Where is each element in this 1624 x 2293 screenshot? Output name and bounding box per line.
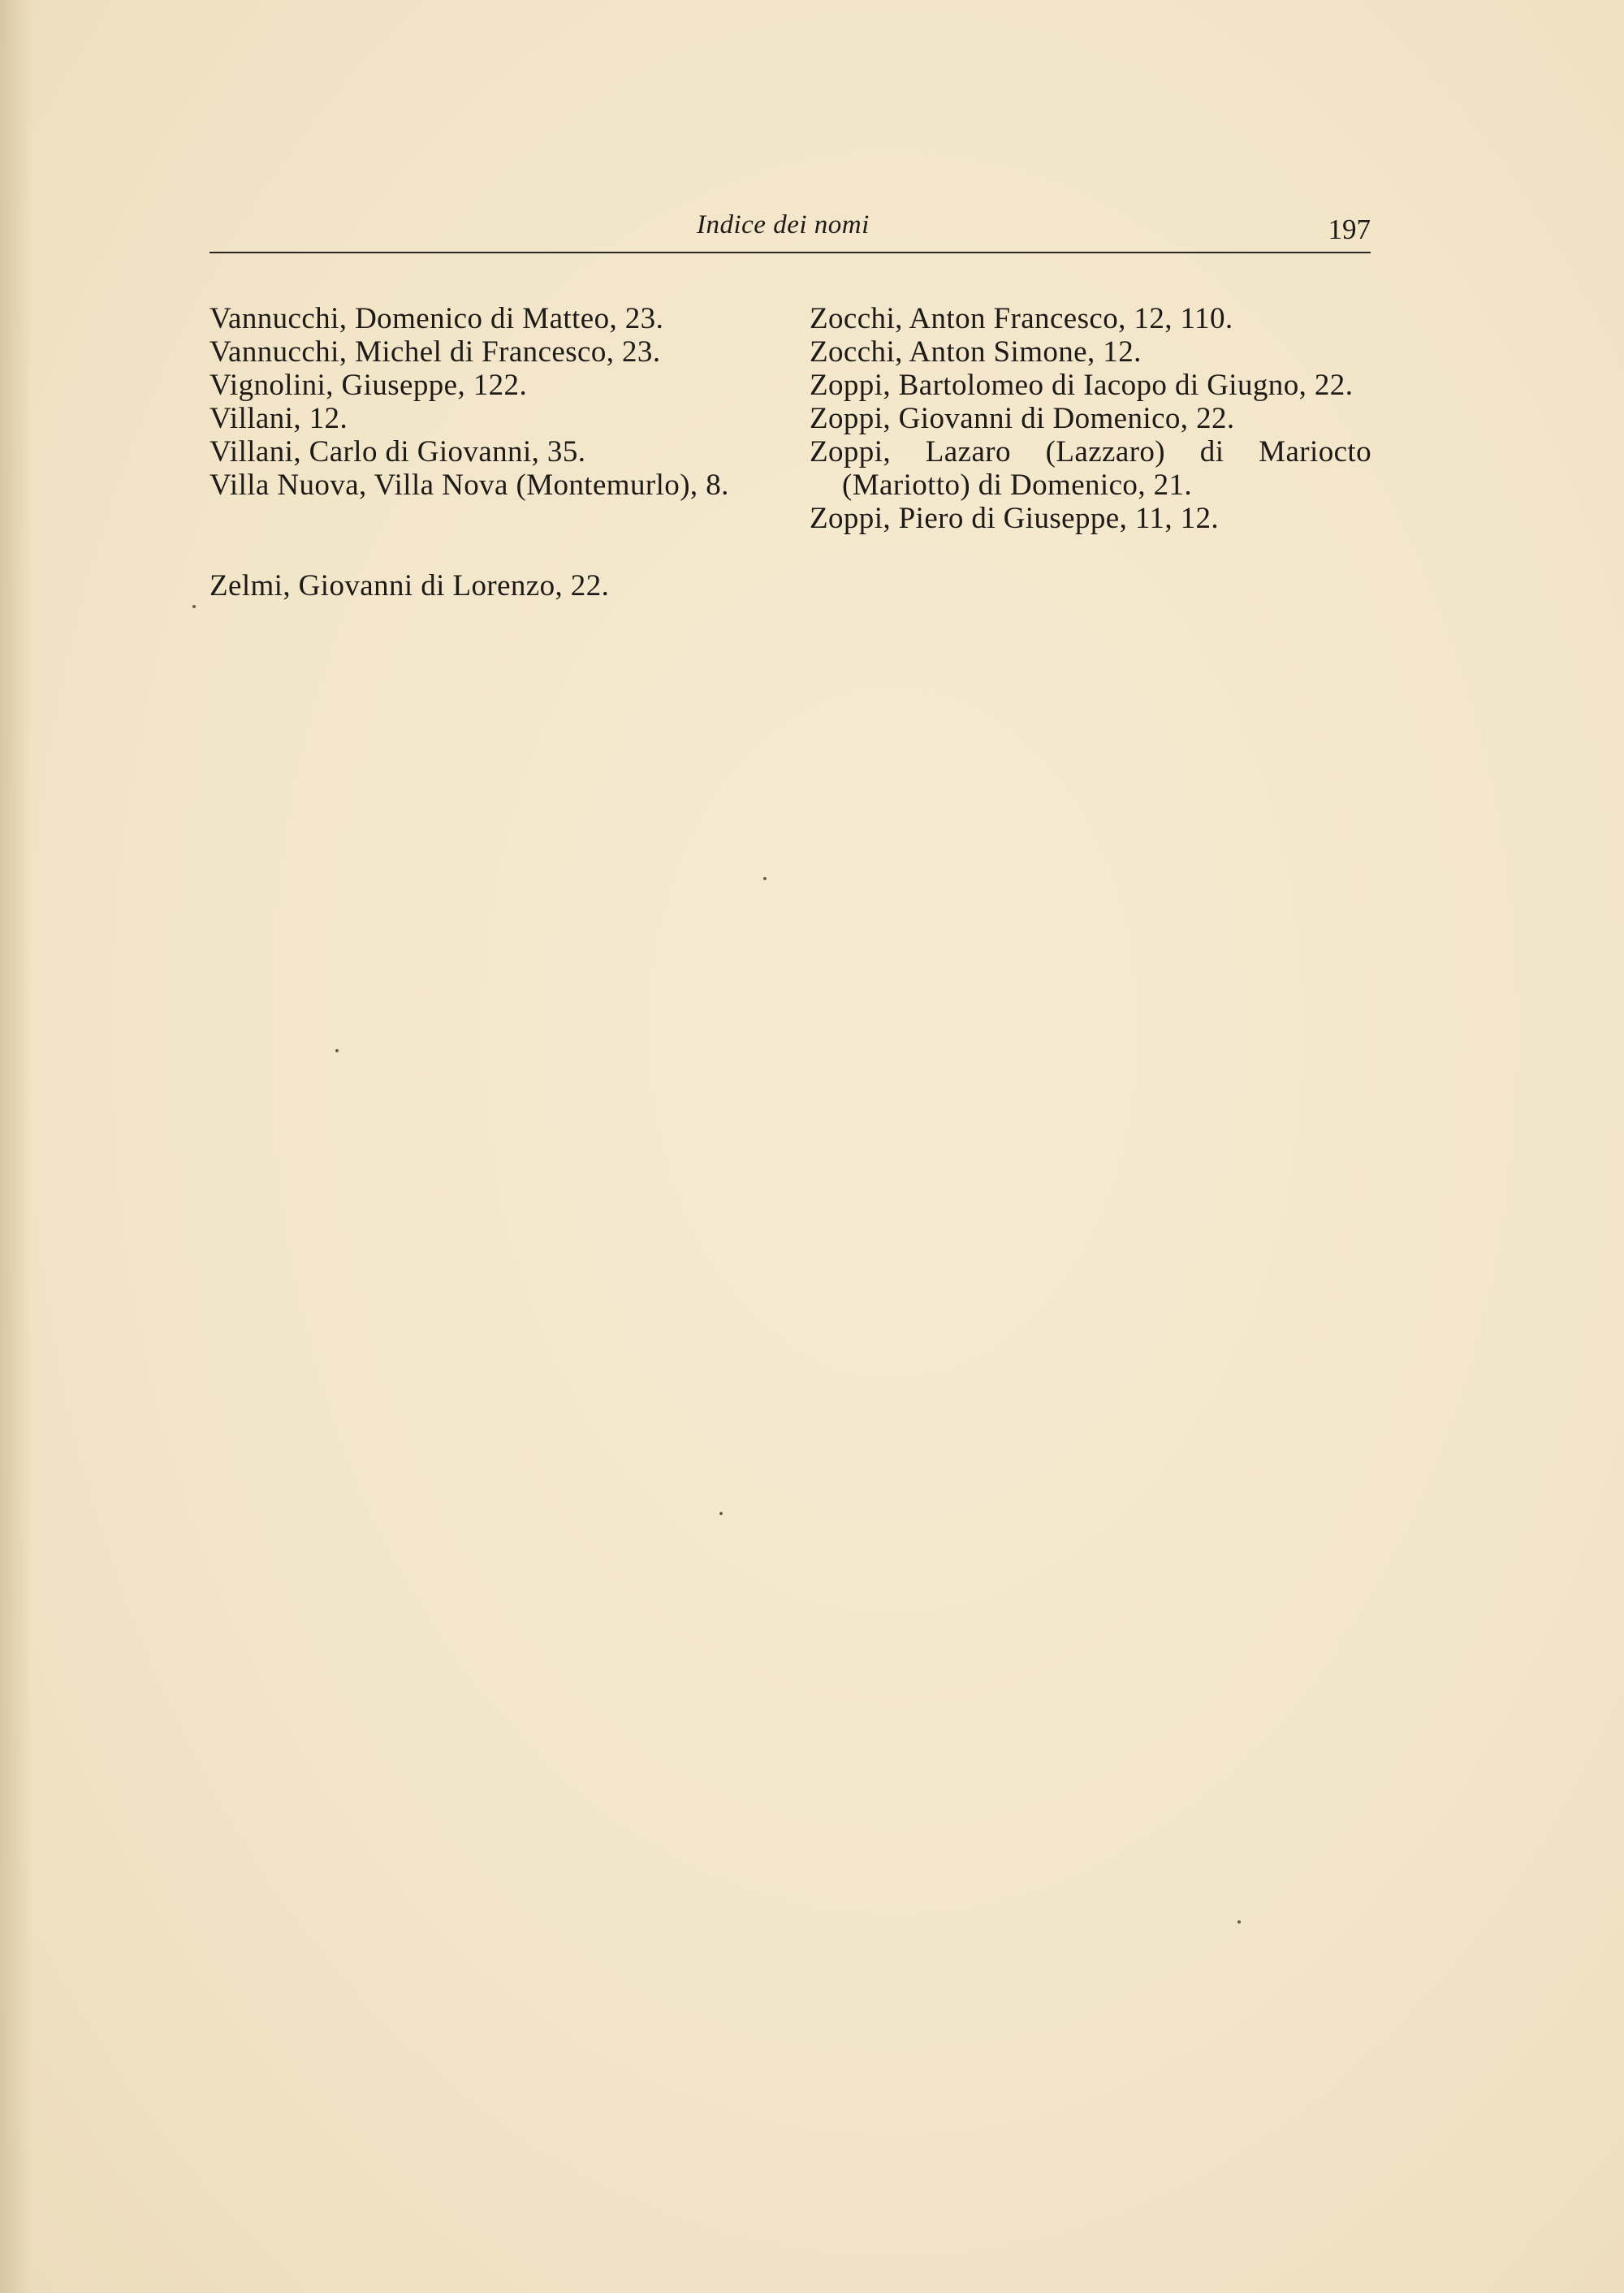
letter-group-gap [209, 502, 778, 569]
running-header [209, 207, 1371, 254]
running-title: Indice dei nomi [697, 210, 870, 240]
index-entry: Villani, 12. [209, 402, 348, 435]
index-entry: Zoppi, Giovanni di Domenico, 22. [810, 402, 1235, 435]
index-column-right [810, 302, 1371, 535]
header-rule [209, 252, 1371, 253]
index-column-left [209, 302, 778, 602]
index-entry: Vignolini, Giuseppe, 122. [209, 369, 528, 402]
index-entry: Villani, Carlo di Giovanni, 35. [209, 435, 586, 469]
binding-shadow [0, 0, 32, 2293]
index-entry: Vannucchi, Michel di Francesco, 23. [209, 335, 661, 369]
index-entry: Zoppi, Lazaro (Lazzaro) di Mariocto (Mariotto) di Domenico, 21. [810, 435, 1371, 502]
index-entry: Vannucchi, Domenico di Matteo, 23. [209, 302, 664, 335]
paper-speck [719, 1512, 723, 1515]
index-entry: Villa Nuova, Villa Nova (Montemurlo), 8. [209, 469, 729, 502]
index-entry: Zocchi, Anton Francesco, 12, 110. [810, 302, 1233, 335]
paper-speck [192, 605, 196, 608]
index-entry: Zoppi, Piero di Giuseppe, 11, 12. [810, 502, 1220, 535]
paper-speck [1237, 1920, 1241, 1924]
index-entry: Zelmi, Giovanni di Lorenzo, 22. [209, 569, 610, 602]
page-number: 197 [1328, 214, 1371, 245]
index-entry: Zoppi, Bartolomeo di Iacopo di Giugno, 22. [810, 369, 1354, 402]
paper-speck [335, 1049, 339, 1052]
paper-speck [763, 877, 767, 880]
index-entry: Zocchi, Anton Simone, 12. [810, 335, 1142, 369]
